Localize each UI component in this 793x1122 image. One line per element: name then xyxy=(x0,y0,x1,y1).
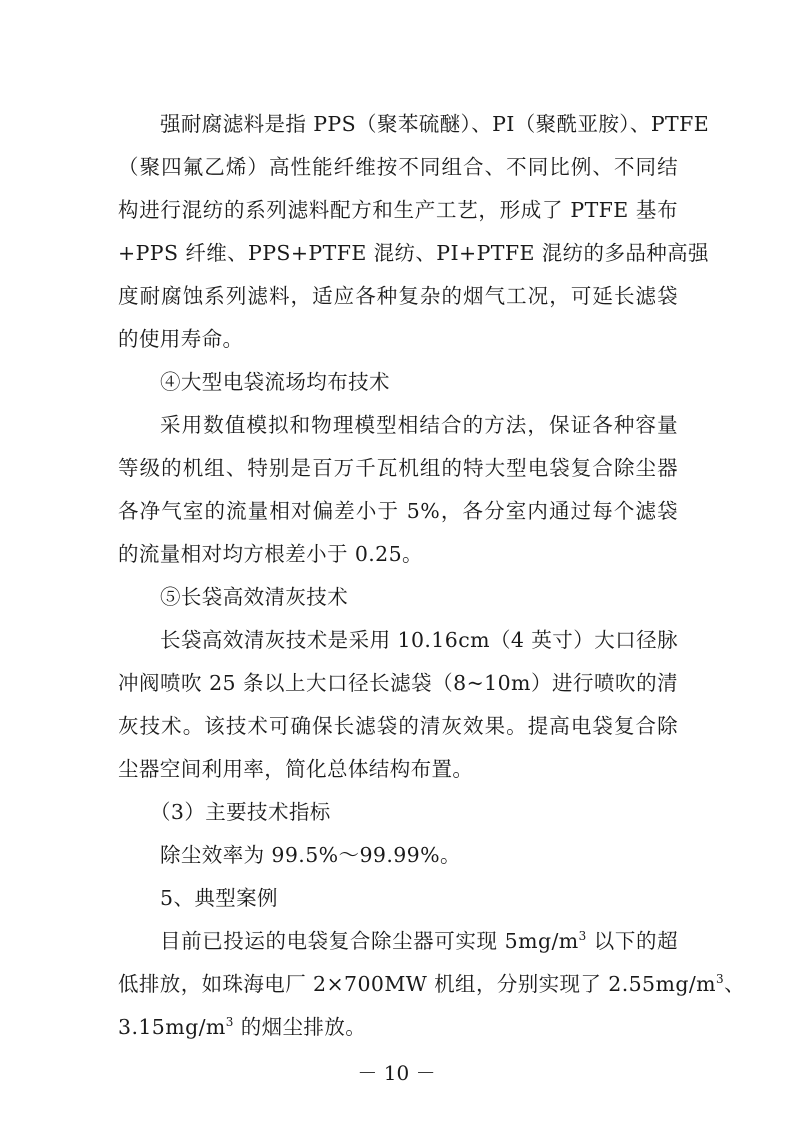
paragraph-line: 冲阀喷吹 25 条以上大口径长滤袋（8~10m）进行喷吹的清 xyxy=(118,671,678,695)
paragraph-line: 长袋高效清灰技术是采用 10.16cm（4 英寸）大口径脉 xyxy=(160,628,678,652)
paragraph-line: 等级的机组、特别是百万千瓦机组的特大型电袋复合除尘器 xyxy=(118,456,678,480)
paragraph-line: 构进行混纺的系列滤料配方和生产工艺，形成了 PTFE 基布 xyxy=(118,198,678,222)
superscript: 3 xyxy=(225,1015,234,1029)
text-run: 、 xyxy=(724,972,745,996)
paragraph-line: 灰技术。该技术可确保长滤袋的清灰效果。提高电袋复合除 xyxy=(118,714,678,738)
paragraph-line: 度耐腐蚀系列滤料，适应各种复杂的烟气工况，可延长滤袋 xyxy=(118,284,678,308)
paragraph-line xyxy=(118,1013,678,1041)
efficiency-text: 除尘效率为 99.5%～99.99%。 xyxy=(160,843,461,867)
paragraph-line: 的使用寿命。 xyxy=(118,327,244,351)
paragraph-line: 强耐腐滤料是指 PPS（聚苯硫醚）、PI（聚酰亚胺）、PTFE xyxy=(160,112,710,136)
superscript: 3 xyxy=(578,929,587,943)
superscript: 3 xyxy=(716,972,725,986)
section-heading: ⑤长袋高效清灰技术 xyxy=(160,585,349,609)
paragraph-line: +PPS 纤维、PPS+PTFE 混纺、PI+PTFE 混纺的多品种高强 xyxy=(118,241,709,265)
text-run: 3.15mg/m xyxy=(118,1015,226,1039)
paragraph-line: 采用数值模拟和物理模型相结合的方法，保证各种容量 xyxy=(160,413,678,437)
paragraph-line: 尘器空间利用率，简化总体结构布置。 xyxy=(118,757,474,781)
paragraph-line xyxy=(118,970,745,998)
paragraph-line: （聚四氟乙烯）高性能纤维按不同组合、不同比例、不同结 xyxy=(118,155,678,179)
paragraph-line: 各净气室的流量相对偏差小于 5%，各分室内通过每个滤袋 xyxy=(118,499,678,523)
text-run: 低排放，如珠海电厂 2×700MW 机组，分别实现了 2.55mg/m xyxy=(118,972,717,996)
paragraph-line xyxy=(160,927,678,955)
section-heading: 5、典型案例 xyxy=(160,886,278,910)
text-run: 以下的超 xyxy=(586,929,678,953)
text-run: 目前已投运的电袋复合除尘器可实现 5mg/m xyxy=(160,929,579,953)
text-run: 的烟尘排放。 xyxy=(233,1015,367,1039)
page-number: － 10 － xyxy=(357,1061,436,1085)
paragraph-line: 的流量相对均方根差小于 0.25。 xyxy=(118,542,423,566)
section-heading: ④大型电袋流场均布技术 xyxy=(160,370,390,394)
subsection-heading: （3）主要技术指标 xyxy=(150,800,331,824)
